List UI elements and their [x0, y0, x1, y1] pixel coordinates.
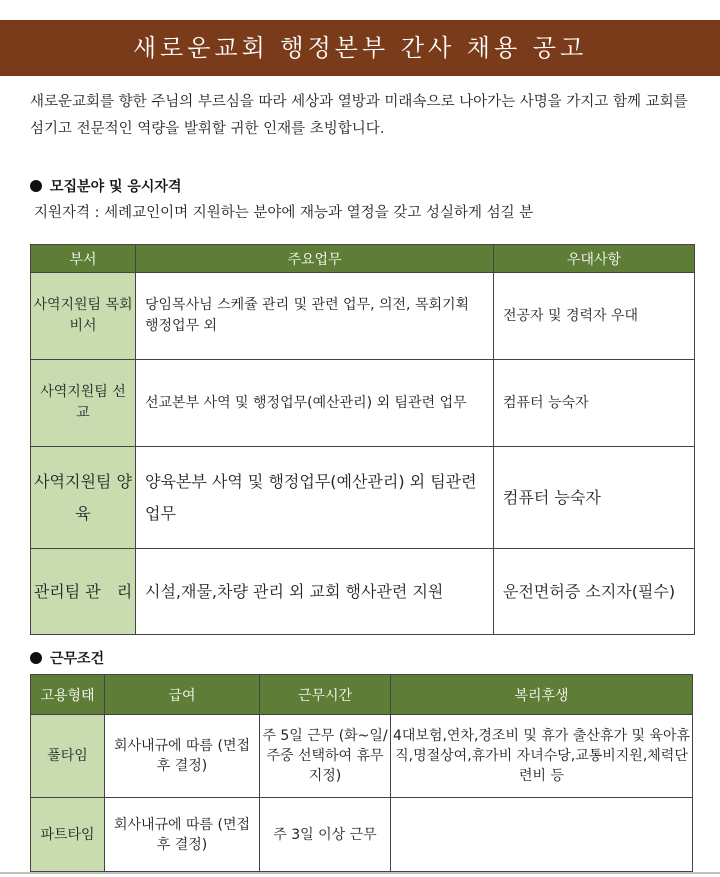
page-title: 새로운교회 행정본부 간사 채용 공고 [132, 34, 588, 62]
column-header: 고용형태 [31, 675, 105, 715]
qualification-text: 지원자격 : 세례교인이며 지원하는 분야에 재능과 열정을 갖고 성실하게 섬길 분 [34, 205, 534, 221]
column-header: 주요업무 [136, 245, 494, 273]
bullet-icon [30, 180, 42, 192]
bullet-icon [30, 652, 42, 664]
column-header: 급여 [105, 675, 260, 715]
salary-cell: 회사내규에 따름 (면접 후 결정) [105, 715, 260, 798]
divider [0, 872, 720, 874]
column-header: 우대사항 [494, 245, 695, 273]
column-header: 복리후생 [391, 675, 693, 715]
dept-cell: 사역지원팀 선 교 [31, 360, 136, 447]
table-row [31, 360, 695, 447]
preference-cell: 운전면허증 소지자(필수) [494, 549, 695, 635]
duties-cell: 시설,재물,차량 관리 외 교회 행사관련 지원 [136, 549, 494, 635]
table-row [31, 549, 695, 635]
dept-cell: 사역지원팀 양 육 [31, 447, 136, 549]
section-heading-recruitment: 모집분야 및 응시자격 [30, 176, 181, 196]
duties-cell: 양육본부 사역 및 행정업무(예산관리) 외 팀관련 업무 [136, 447, 494, 549]
table-row [31, 715, 693, 798]
table-row [31, 273, 695, 360]
column-header: 부서 [31, 245, 136, 273]
table-row [31, 798, 693, 872]
duties-cell: 당임목사님 스케쥴 관리 및 관련 업무, 의전, 목회기획 행정업무 외 [136, 273, 494, 360]
benefits-cell: 4대보험,연차,경조비 및 휴가 출산휴가 및 육아휴직,명절상여,휴가비 자녀수당,교통비지원,체력단련비 등 [391, 715, 693, 798]
duties-cell: 선교본부 사역 및 행정업무(예산관리) 외 팀관련 업무 [136, 360, 494, 447]
table-header-row [31, 245, 695, 273]
preference-cell: 컴퓨터 능숙자 [494, 360, 695, 447]
hours-cell: 주 5일 근무 (화~일/주중 선택하여 휴무 지정) [260, 715, 391, 798]
dept-cell: 관리팀 관 리 [31, 549, 136, 635]
section-heading-conditions: 근무조건 [30, 648, 104, 668]
intro-text: 새로운교회를 향한 주님의 부르심을 따라 세상과 열방과 미래속으로 나아가는 사명을 가지고 함께 교회를 섬기고 전문적인 역량을 발휘할 귀한 인재를 초빙합니다. [30, 94, 688, 137]
employment-type-cell: 파트타임 [31, 798, 105, 872]
hours-cell: 주 3일 이상 근무 [260, 798, 391, 872]
conditions-table [30, 674, 693, 872]
dept-cell: 사역지원팀 목회비서 [31, 273, 136, 360]
table-header-row [31, 675, 693, 715]
preference-cell: 컴퓨터 능숙자 [494, 447, 695, 549]
positions-table [30, 244, 695, 635]
title-banner [0, 20, 720, 76]
benefits-cell [391, 798, 693, 872]
table-row [31, 447, 695, 549]
column-header: 근무시간 [260, 675, 391, 715]
salary-cell: 회사내규에 따름 (면접 후 결정) [105, 798, 260, 872]
employment-type-cell: 풀타임 [31, 715, 105, 798]
preference-cell: 전공자 및 경력자 우대 [494, 273, 695, 360]
